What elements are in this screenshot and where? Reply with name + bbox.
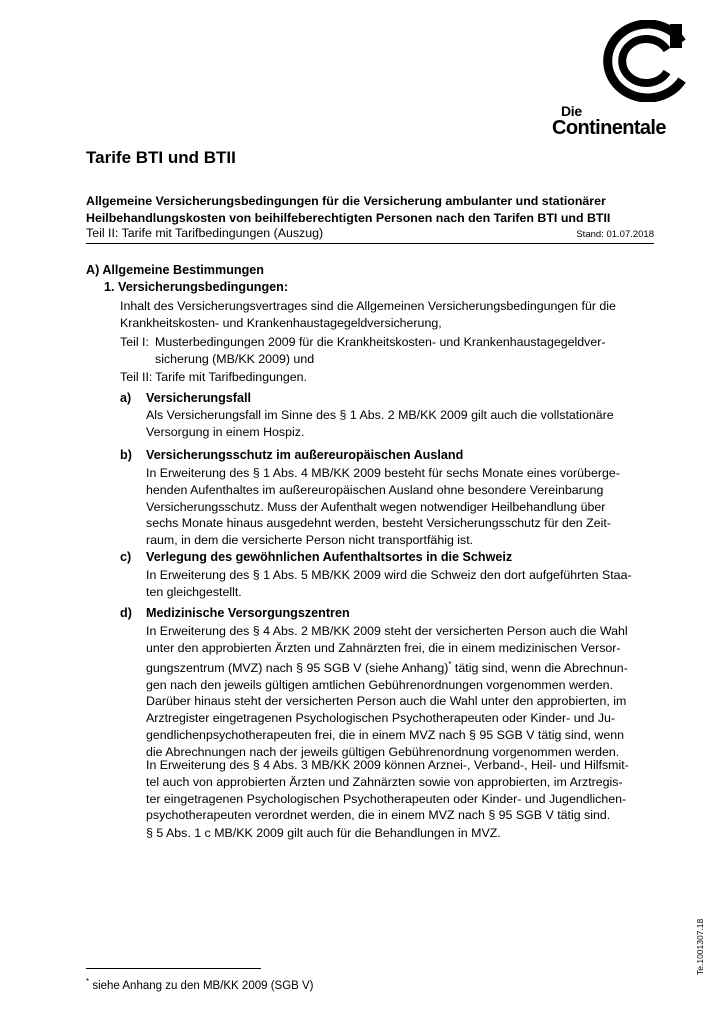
footnote-text: siehe Anhang zu den MB/KK 2009 (SGB V) [89, 979, 314, 992]
subsection-c-title: Verlegung des gewöhnlichen Aufenthaltsortes in die Schweiz [146, 550, 513, 564]
subsection-d-body-1 [146, 623, 656, 761]
page-title: Tarife BTI und BTII [86, 148, 236, 167]
text-line: In Erweiterung des § 1 Abs. 4 MB/KK 2009 besteht für sechs Monate eines vorüberge- [146, 466, 620, 480]
footnote-divider [86, 968, 261, 969]
section-a-heading: A) Allgemeine Bestimmungen [86, 263, 264, 277]
intro-line: Krankheitskosten- und Krankenhaustagegeldversicherung, [120, 315, 442, 330]
teil1-line: sicherung (MB/KK 2009) und [155, 351, 315, 366]
document-heading: Allgemeine Versicherungsbedingungen für die Versicherung ambulanter und stationärer Heilbehandlungskosten von beihilfeberechtigten Personen nach den Tarifen BTI und BTII [86, 194, 611, 225]
footnote-star: * [86, 977, 90, 986]
text-line [146, 657, 656, 677]
subsection-a-body [146, 407, 656, 441]
stand-date: Stand: 01.07.2018 [576, 229, 654, 240]
subsection-c-body [146, 567, 656, 601]
part-label: Teil II: Tarife mit Tarifbedingungen (Auszug) [86, 226, 324, 240]
text-line: raum, in dem die versicherte Person nicht transportfähig ist. [146, 533, 474, 548]
subsection-d-title: Medizinische Versorgungszentren [146, 606, 350, 620]
text-line: Arztregister eingetragenen Psychologischen Psychotherapeuten oder Kinder- und Ju- [146, 711, 616, 726]
text-segment: gungszentrum (MVZ) nach § 95 SGB V (siehe Anhang) [146, 660, 449, 675]
text-line: sechs Monate hinaus ausgedehnt werden, besteht Versicherungsschutz für den Zeit- [146, 516, 611, 531]
subsection-b-body [146, 465, 656, 549]
teil-list [120, 334, 660, 384]
teil1-text [155, 334, 655, 368]
text-line: unter den approbierten Ärzten und Zahnärzten frei, die in einem medizinischen Versor- [146, 640, 621, 655]
subsection-b-title: Versicherungsschutz im außereuropäischen Ausland [146, 448, 464, 462]
text-line: die Abrechnungen nach der jeweils gültigen Gebührenordnung vorgenommen werden. [146, 744, 620, 759]
logo-text-die: Die [561, 103, 582, 119]
text-line: gendlichenpsychotherapeuten frei, die in einem MVZ nach § 95 SGB V tätig sind, wenn [146, 727, 625, 742]
divider [86, 243, 654, 244]
subsection-d-body-3: § 5 Abs. 1 c MB/KK 2009 gilt auch für die Behandlungen in MVZ. [146, 826, 501, 840]
subsection-d-letter: d) [120, 606, 132, 620]
side-document-code: Te.1001307.18 [695, 918, 705, 975]
text-line: ter eingetragenen Psychologischen Psychotherapeuten oder Kinder- und Jugendlichen- [146, 791, 627, 806]
text-segment: tätig sind, wenn die Abrechnun- [451, 660, 628, 675]
intro-line: Inhalt des Versicherungsvertrages sind die Allgemeinen Versicherungsbedingungen für die [120, 299, 616, 313]
teil2-label: Teil II: [120, 370, 153, 384]
text-line: ten gleichgestellt. [146, 584, 242, 599]
text-line: psychotherapeuten verordnet werden, die in einem MVZ nach § 95 SGB V tätig sind. [146, 808, 611, 823]
logo-text-continentale: Continentale [552, 117, 666, 139]
teil2-text: Tarife mit Tarifbedingungen. [155, 370, 307, 384]
text-line: In Erweiterung des § 4 Abs. 3 MB/KK 2009 können Arznei-, Verband-, Heil- und Hilfsmit- [146, 758, 629, 772]
text-line: Versorgung in einem Hospiz. [146, 424, 305, 439]
text-line: In Erweiterung des § 4 Abs. 2 MB/KK 2009 steht der versicherten Person auch die Wahl [146, 624, 628, 638]
subsection-c-letter: c) [120, 550, 132, 564]
text-line: gen nach den jeweils gültigen amtlichen Gebührenordnungen vorgenommen werden. [146, 677, 614, 692]
subsection-a-letter: a) [120, 391, 132, 405]
text-line: Als Versicherungsfall im Sinne des § 1 Abs. 2 MB/KK 2009 gilt auch die vollstationäre [146, 408, 614, 422]
part-row [86, 226, 654, 240]
continentale-c-mark-icon [587, 20, 697, 102]
subsection-d-body-2 [146, 757, 656, 824]
text-line: Versicherungsschutz. Muss der Aufenthalt wegen notwendiger Heilbehandlung über [146, 499, 606, 514]
teil1-label: Teil I: [120, 335, 149, 349]
footnote [86, 977, 314, 992]
continentale-logo [541, 20, 701, 140]
text-line: In Erweiterung des § 1 Abs. 5 MB/KK 2009 wird die Schweiz den dort aufgeführten Staa- [146, 568, 632, 582]
text-line: tel auch von approbierten Ärzten und Zahnärzten sowie von approbierten, im Arztregis- [146, 774, 623, 789]
text-line: henden Aufenthaltes im außereuropäischen Ausland ohne besondere Vereinbarung [146, 482, 604, 497]
subsection-a-title: Versicherungsfall [146, 391, 251, 405]
footnote-marker: * [448, 659, 452, 669]
teil1-line: Musterbedingungen 2009 für die Krankheitskosten- und Krankenhaustagegeldver- [155, 335, 606, 349]
intro-text [120, 298, 660, 332]
text-line: Darüber hinaus steht der versicherten Person auch die Wahl unter den approbierten, im [146, 694, 627, 709]
section-1-heading: 1. Versicherungsbedingungen: [104, 280, 289, 294]
subsection-b-letter: b) [120, 448, 132, 462]
